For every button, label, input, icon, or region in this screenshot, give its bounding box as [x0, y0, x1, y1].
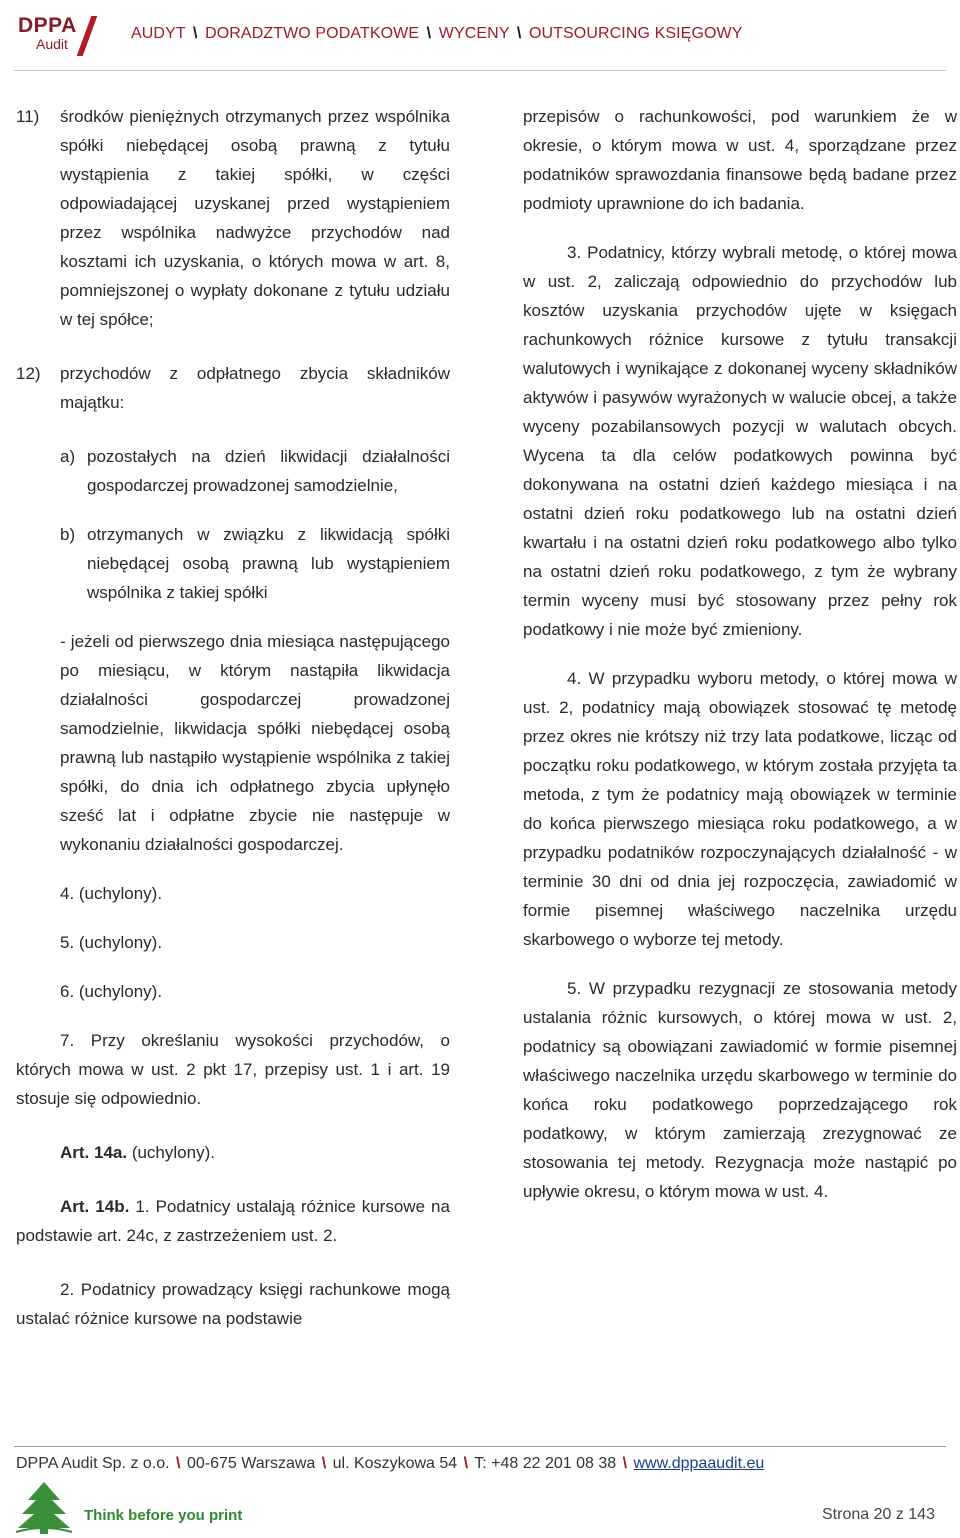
paragraph-7: 7. Przy określaniu wysokości przychodów, o których mowa w ust. 2 pkt 17, przepisy ust. 1 i art. 19 stosuje się odpowiednio.	[16, 1031, 450, 1108]
article-text: 1. Podatnicy ustalają różnice kursowe na podstawie art. 24c, z zastrzeżeniem ust. 2.	[16, 1197, 450, 1245]
article-label: Art. 14b.	[60, 1197, 130, 1216]
list-item-12	[16, 359, 450, 417]
repealed-item-5: 5. (uchylony).	[60, 933, 163, 952]
sub-item-a	[16, 442, 450, 500]
article-14b	[16, 1192, 450, 1250]
company-city: 00-675 Warszawa	[186, 1455, 316, 1472]
header-divider	[14, 70, 946, 71]
paragraph-2: 2. Podatnicy prowadzący księgi rachunkowe mogą ustalać różnice kursowe na podstawie	[16, 1280, 450, 1328]
dppa-logo	[18, 14, 98, 54]
paragraph-5: 5. W przypadku rezygnacji ze stosowania metody ustalania różnic kursowych, o której mowa w ust. 2, podatnicy są obowiązani zawiadomić w formie pisemnej właściwego naczelnika urzędu skarbowego w terminie do końca roku podatkowego poprzedzającego rok podatkowy, w którym zamierzają zrezygnować ze stosowania tej metody. Rezygnacja może nastąpić po upływie okresu, o którym mowa w ust. 4.	[523, 979, 957, 1201]
tagline-separator: \	[516, 25, 522, 42]
sub-letter: b)	[60, 525, 76, 544]
company-name: DPPA Audit Sp. z o.o.	[16, 1455, 170, 1472]
tree-icon	[14, 1480, 74, 1534]
paragraph-4: 4. W przypadku wyboru metody, o której mowa w ust. 2, podatnicy mają obowiązek stosować tę metodę przez okres nie krótszy niż trzy lata podatkowe, licząc od początku roku podatkowego, w którym została przyjęta ta metoda, z tym że podatnicy mają obowiązek w terminie do końca pierwszego miesiąca roku podatkowego, a w przypadku podatników rozpoczynających działalność - w terminie 30 dni od dnia jej rozpoczęcia, zawiadomić w formie pisemnej właściwego naczelnika urzędu skarbowego o wyborze tej metody.	[523, 669, 957, 949]
tagline-valuation: WYCENY	[438, 25, 510, 42]
tagline-tax: DORADZTWO PODATKOWE	[205, 25, 420, 42]
tagline-audit: AUDYT	[131, 25, 186, 42]
page-number: Strona 20 z 143	[822, 1506, 935, 1523]
sub-text: pozostałych na dzień likwidacji działalności gospodarczej prowadzonej samodzielnie,	[87, 447, 450, 495]
right-column	[523, 102, 957, 1206]
eco-print-message: Think before you print	[84, 1507, 243, 1524]
item-number: 12)	[16, 364, 41, 383]
item-number: 11)	[16, 107, 40, 126]
paragraph-3: 3. Podatnicy, którzy wybrali metodę, o której mowa w ust. 2, zaliczają odpowiednio do przychodów lub kosztów uzyskania przychodów ujęte w księgach rachunkowych różnice kursowe z tytułu transakcji walutowych i wynikające z dokonanej wyceny składników aktywów i pasywów wyrażonych w walucie obcej, a także wyceny pozabilansowych pozycji w walutach obcych. Wycena ta dla celów podatkowych powinna być dokonywana na ostatni dzień każdego miesiąca i na ostatni dzień roku podatkowego lub na ostatni dzień kwartału i na ostatni dzień roku podatkowego albo tylko na ostatni dzień roku podatkowego, z tym że wybrany termin wyceny musi być stosowany przez pełny rok podatkowy i nie może być zmieniony.	[523, 243, 957, 639]
article-label: Art. 14a.	[60, 1143, 128, 1162]
footer-separator: \	[176, 1455, 181, 1472]
item-text: przychodów z odpłatnego zbycia składników majątku:	[60, 364, 450, 412]
company-phone: T: +48 22 201 08 38	[474, 1455, 617, 1472]
sub-item-b	[16, 520, 450, 607]
footer-separator: \	[622, 1455, 628, 1472]
company-street: ul. Koszykowa 54	[332, 1455, 458, 1472]
logo-slash-icon	[77, 16, 98, 56]
sub-letter: a)	[60, 447, 76, 466]
list-item-11	[16, 102, 450, 334]
repealed-item-6: 6. (uchylony).	[60, 982, 163, 1001]
footer-separator: \	[463, 1455, 469, 1472]
tagline-separator: \	[426, 25, 432, 42]
condition-paragraph: - jeżeli od pierwszego dnia miesiąca następującego po miesiącu, w którym nastąpiła likwidacja działalności gospodarczej prowadzonej samodzielnie, likwidacja spółki niebędącej osobą prawną lub nastąpiło wystąpienie wspólnika z takiej spółki, do dnia ich odpłatnego zbycia upłynęło sześć lat i odpłatne zbycie nie następuje w wykonaniu działalności gospodarczej.	[60, 632, 450, 854]
article-14a	[16, 1138, 450, 1167]
tagline-separator: \	[192, 25, 198, 42]
footer-divider	[14, 1446, 946, 1447]
footer-address	[16, 1455, 764, 1473]
tagline-outsourcing: OUTSOURCING KSIĘGOWY	[528, 25, 743, 42]
paragraph-continuation: przepisów o rachunkowości, pod warunkiem że w okresie, o którym mowa w ust. 4, sporządzane przez podatników sprawozdania finansowe będą badane przez podmioty uprawnione do ich badania.	[523, 107, 957, 213]
logo-subtext: Audit	[36, 36, 68, 52]
left-column	[16, 102, 450, 1333]
logo-text: DPPA	[18, 14, 77, 37]
repealed-item-4: 4. (uchylony).	[60, 884, 163, 903]
article-text: (uchylony).	[127, 1143, 215, 1162]
header-tagline	[131, 25, 743, 43]
sub-text: otrzymanych w związku z likwidacją spółki niebędącej osobą prawną lub wystąpieniem wspólnika z takiej spółki	[87, 525, 450, 602]
website-link[interactable]: www.dppaaudit.eu	[633, 1455, 765, 1472]
item-text: środków pieniężnych otrzymanych przez wspólnika spółki niebędącej osobą prawną z tytułu wystąpienia z takiej spółki, w części odpowiadającej uzyskanej przed wystąpieniem przez wspólnika nadwyżce przychodów nad kosztami ich uzyskania, o których mowa w art. 8, pomniejszonej o wypłaty dokonane z tytułu udziału w tej spółce;	[60, 107, 450, 329]
footer-separator: \	[321, 1455, 327, 1472]
page-header	[0, 0, 960, 70]
